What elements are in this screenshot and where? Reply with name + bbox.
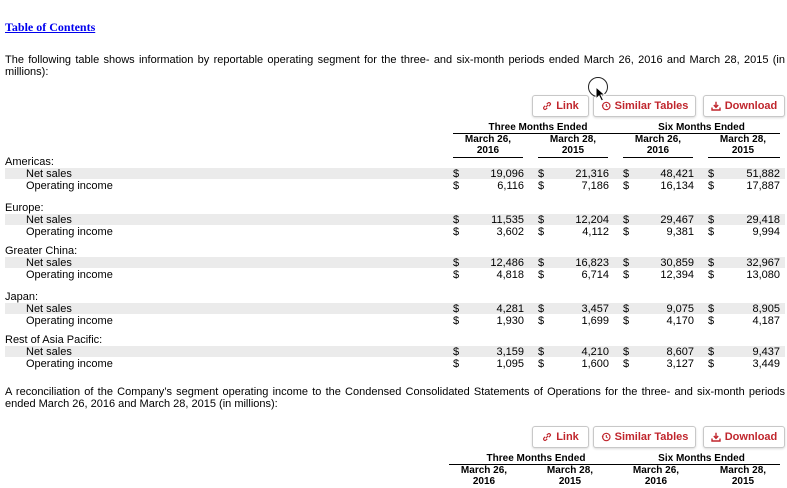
- value-cell: 51,882: [746, 168, 780, 180]
- value-cell: 16,134: [660, 180, 694, 192]
- value-cell: 21,316: [575, 168, 609, 180]
- currency-symbol: $: [453, 257, 460, 269]
- row-label: Net sales: [26, 214, 72, 226]
- value-cell: 12,394: [660, 269, 694, 281]
- segment-name: Rest of Asia Pacific:: [5, 334, 103, 346]
- value-cell: 11,535: [491, 214, 524, 226]
- link-button[interactable]: [532, 95, 589, 117]
- currency-symbol: $: [708, 358, 715, 370]
- row-label: Operating income: [26, 315, 113, 327]
- value-cell: 29,418: [746, 214, 780, 226]
- download-icon: [711, 101, 721, 111]
- value-cell: 9,075: [666, 303, 694, 315]
- currency-symbol: $: [538, 269, 545, 281]
- row-label: Operating income: [26, 358, 113, 370]
- row-label: Operating income: [26, 226, 113, 238]
- currency-symbol: $: [623, 358, 630, 370]
- currency-symbol: $: [623, 346, 630, 358]
- value-cell: 3,449: [752, 358, 780, 370]
- link-button-2[interactable]: [532, 426, 589, 448]
- col2-header-2: March 28, 2015: [546, 465, 594, 487]
- download-label: Download: [724, 100, 778, 112]
- value-cell: 29,467: [660, 214, 694, 226]
- value-cell: 19,096: [490, 168, 524, 180]
- currency-symbol: $: [538, 358, 545, 370]
- currency-symbol: $: [538, 315, 545, 327]
- currency-symbol: $: [708, 226, 715, 238]
- row-label: Operating income: [26, 269, 113, 281]
- download-button-2[interactable]: [703, 426, 785, 448]
- currency-symbol: $: [623, 315, 630, 327]
- value-cell: 7,186: [581, 180, 609, 192]
- value-cell: 1,600: [581, 358, 609, 370]
- value-cell: 17,887: [746, 180, 780, 192]
- currency-symbol: $: [538, 303, 545, 315]
- six-months-header-2: Six Months Ended: [658, 453, 745, 464]
- link-button-label: Link: [556, 431, 579, 443]
- row-label: Net sales: [26, 168, 72, 180]
- currency-symbol: $: [708, 214, 715, 226]
- col4-header: March 28, 2015: [719, 134, 767, 156]
- value-cell: 4,281: [496, 303, 524, 315]
- currency-symbol: $: [708, 168, 715, 180]
- value-cell: 3,602: [496, 226, 524, 238]
- currency-symbol: $: [708, 269, 715, 281]
- link-icon: [542, 432, 552, 442]
- value-cell: 8,905: [752, 303, 780, 315]
- currency-symbol: $: [623, 168, 630, 180]
- row-label: Net sales: [26, 303, 72, 315]
- currency-symbol: $: [623, 226, 630, 238]
- value-cell: 30,859: [660, 257, 694, 269]
- value-cell: 1,930: [496, 315, 524, 327]
- currency-symbol: $: [708, 346, 715, 358]
- reconciliation-paragraph: A reconciliation of the Company’s segment operating income to the Condensed Consolidated Statements of Operations for the three- and six-month periods ended March 26, 2016 and March 28, 2015 (in millions):: [5, 386, 785, 410]
- currency-symbol: $: [453, 303, 460, 315]
- value-cell: 9,381: [666, 226, 694, 238]
- col2-header: March 28, 2015: [549, 134, 597, 156]
- row-label: Net sales: [26, 257, 72, 269]
- value-cell: 1,095: [496, 358, 524, 370]
- value-cell: 4,170: [666, 315, 694, 327]
- currency-symbol: $: [453, 315, 460, 327]
- currency-symbol: $: [453, 358, 460, 370]
- currency-symbol: $: [538, 168, 545, 180]
- currency-symbol: $: [708, 180, 715, 192]
- link-icon: [542, 101, 552, 111]
- currency-symbol: $: [708, 315, 715, 327]
- col3-header: March 26, 2016: [634, 134, 682, 156]
- value-cell: 9,994: [752, 226, 780, 238]
- value-cell: 12,486: [490, 257, 524, 269]
- row-label: Operating income: [26, 180, 113, 192]
- row-label: Net sales: [26, 346, 72, 358]
- value-cell: 4,818: [496, 269, 524, 281]
- segment-name: Americas:: [5, 156, 54, 168]
- similar-tables-label: Similar Tables: [614, 100, 689, 112]
- six-months-header: Six Months Ended: [658, 122, 745, 133]
- download-button[interactable]: [703, 95, 785, 117]
- currency-symbol: $: [623, 214, 630, 226]
- value-cell: 9,437: [752, 346, 780, 358]
- segment-name: Europe:: [5, 202, 44, 214]
- similar-tables-button[interactable]: [593, 95, 696, 117]
- currency-symbol: $: [623, 180, 630, 192]
- col1-header-2: March 26, 2016: [460, 465, 508, 487]
- currency-symbol: $: [623, 257, 630, 269]
- value-cell: 3,457: [581, 303, 609, 315]
- value-cell: 6,116: [497, 180, 524, 192]
- value-cell: 48,421: [660, 168, 694, 180]
- value-cell: 16,823: [575, 257, 609, 269]
- value-cell: 12,204: [575, 214, 609, 226]
- value-cell: 4,187: [752, 315, 780, 327]
- col1-header: March 26, 2016: [464, 134, 512, 156]
- mouse-pointer-icon: [595, 86, 607, 102]
- currency-symbol: $: [453, 269, 460, 281]
- value-cell: 6,714: [581, 269, 609, 281]
- currency-symbol: $: [453, 180, 460, 192]
- intro-paragraph: The following table shows information by reportable operating segment for the three- and six-month periods ended March 26, 2016 and March 28, 2015 (in millions):: [5, 54, 785, 78]
- three-months-header-2: Three Months Ended: [486, 453, 586, 464]
- three-months-header: Three Months Ended: [488, 122, 588, 133]
- currency-symbol: $: [538, 226, 545, 238]
- currency-symbol: $: [453, 214, 460, 226]
- currency-symbol: $: [453, 346, 460, 358]
- segment-name: Greater China:: [5, 245, 78, 257]
- history-icon: [601, 432, 611, 442]
- value-cell: 1,699: [581, 315, 609, 327]
- value-cell: 4,210: [581, 346, 609, 358]
- value-cell: 3,127: [666, 358, 694, 370]
- currency-symbol: $: [538, 180, 545, 192]
- value-cell: 8,607: [666, 346, 694, 358]
- segment-name: Japan:: [5, 291, 39, 303]
- download-label: Download: [724, 431, 778, 443]
- currency-symbol: $: [538, 346, 545, 358]
- currency-symbol: $: [623, 303, 630, 315]
- history-icon: [601, 101, 611, 111]
- currency-symbol: $: [453, 168, 460, 180]
- value-cell: 32,967: [746, 257, 780, 269]
- value-cell: 3,159: [496, 346, 524, 358]
- download-icon: [711, 432, 721, 442]
- currency-symbol: $: [708, 257, 715, 269]
- value-cell: 13,080: [746, 269, 780, 281]
- col3-header-2: March 26, 2016: [632, 465, 680, 487]
- value-cell: 4,112: [582, 226, 609, 238]
- col4-header-2: March 28, 2015: [719, 465, 767, 487]
- currency-symbol: $: [453, 226, 460, 238]
- currency-symbol: $: [538, 214, 545, 226]
- similar-tables-button-2[interactable]: [593, 426, 696, 448]
- table-of-contents-link[interactable]: Table of Contents: [5, 20, 96, 34]
- similar-tables-label: Similar Tables: [614, 431, 689, 443]
- currency-symbol: $: [623, 269, 630, 281]
- currency-symbol: $: [538, 257, 545, 269]
- currency-symbol: $: [708, 303, 715, 315]
- link-button-label: Link: [556, 100, 579, 112]
